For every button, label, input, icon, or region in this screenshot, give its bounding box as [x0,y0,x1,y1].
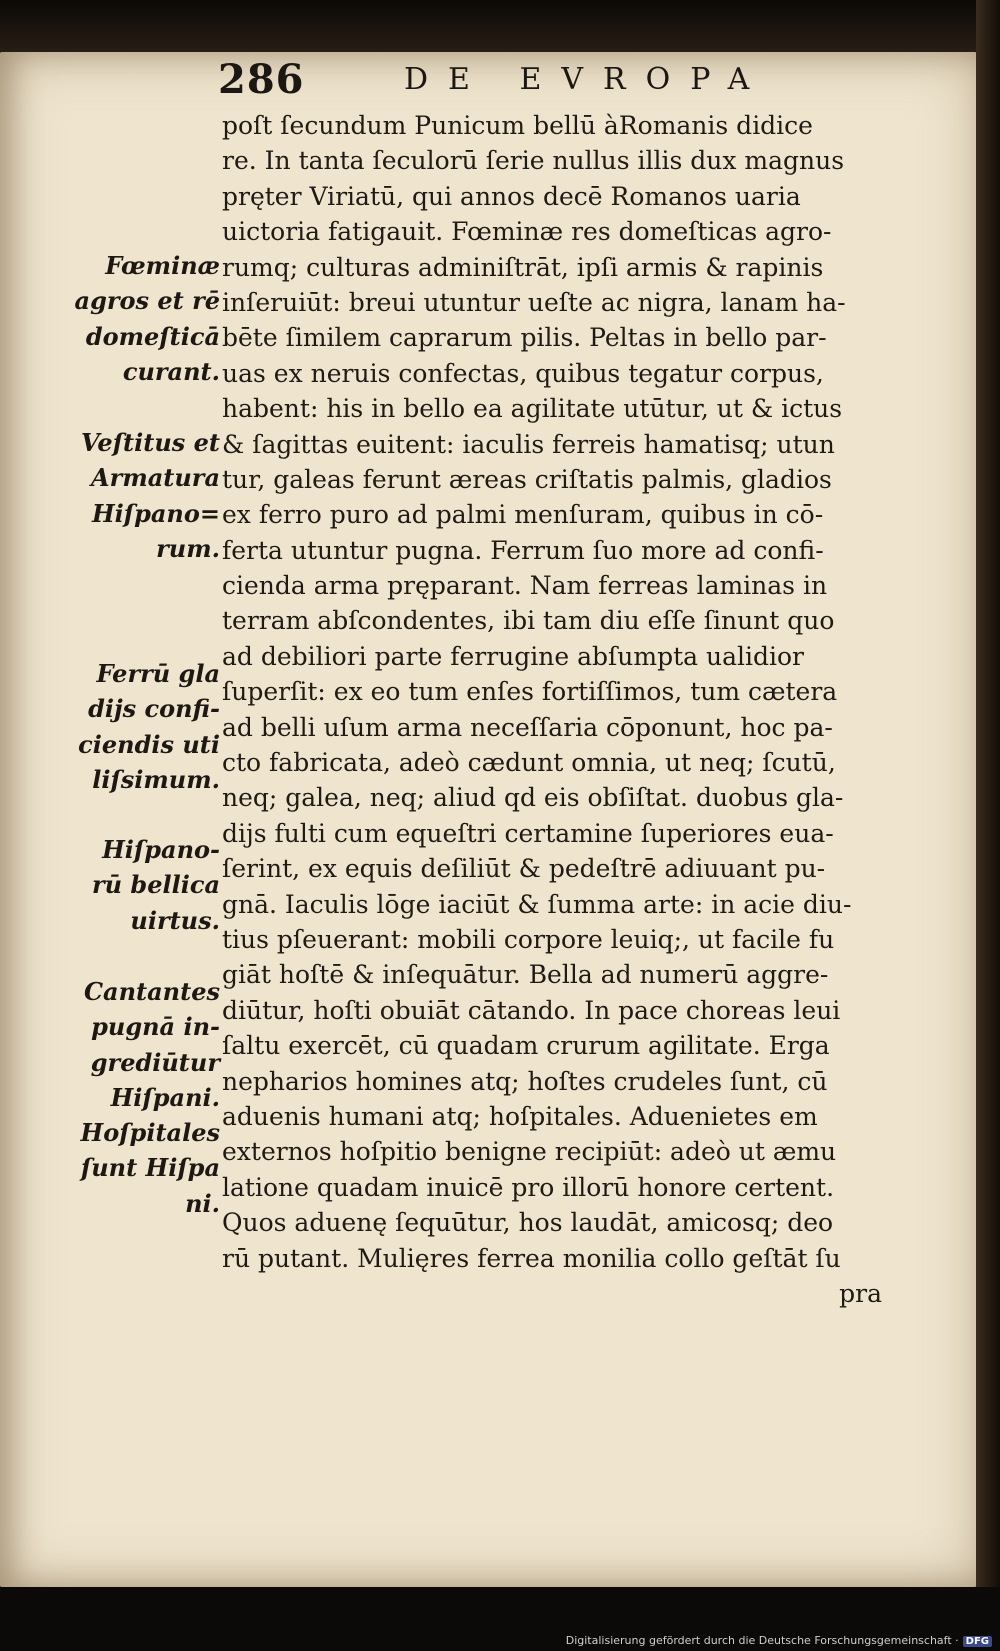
book-top-edge [0,0,1000,58]
credit-text: Digitalisierung gefördert durch die Deutsche Forschungsgemeinschaft · [565,1634,959,1647]
text-line: bēte ſimilem caprarum pilis. Peltas in bello par- [222,323,827,353]
marginal-note-line: grediūtur [90,1047,220,1077]
marginal-note-line: pugnā in- [91,1012,220,1042]
marginal-note-line: Hiſpano= [91,498,220,528]
marginal-note-line: rum. [156,534,220,564]
marginal-note-line: Veſtitus et [81,428,220,457]
text-line: uas ex neruis confectas, quibus tegatur corpus, [222,358,824,388]
text-line: re. In tanta ſeculorū ſerie nullus illis dux magnus [222,146,845,176]
text-line: tur, galeas ferunt æreas criſtatis palmis, gladios [222,464,832,494]
text-line: ex ferro puro ad palmi menſuram, quibus in cō- [222,500,824,530]
text-line: ſuperſit: ex eo tum enſes fortiſſimos, tum cætera [222,677,838,707]
text-line: dijs fulti cum equeſtri certamine ſuperiores eua- [222,818,834,848]
body-text [222,108,912,1311]
text-line: poſt ſecundum Punicum bellū àRomanis didice [222,111,813,140]
text-line: terram abſcondentes, ibi tam diu eſſe ſinunt quo [222,606,835,636]
marginal-note-line: agros et rē [74,286,220,316]
marginal-note [70,248,220,390]
marginal-note-line: Hoſpitales [80,1118,220,1147]
text-line: ad debiliori parte ferrugine abſumpta ualidior [222,641,804,671]
text-line: externos hoſpitio benigne recipiūt: adeò ut æmu [222,1137,837,1167]
marginal-note-line: Ferrū gla [96,659,220,688]
text-line: gnā. Iaculis lōge iaciūt & ſumma arte: in acie diu- [222,889,852,919]
text-line: & ſagittas euitent: iaculis ferreis hamatisq; utun [222,429,835,459]
text-line: inſeruiūt: breui utuntur ueſte ac nigra, lanam ha- [222,287,846,317]
page-number: 286 [218,56,305,103]
text-line: habent: his in bello ea agilitate utūtur, ut & ictus [222,394,843,424]
marginal-note-line: dijs confi- [88,694,220,724]
digitization-credit [566,1634,992,1647]
text-line: tius pſeuerant: mobili corpore leuiq;, ut facile fu [222,924,835,954]
text-line: giāt hoſtē & inſequātur. Bella ad numerū aggre- [222,960,829,990]
marginal-note-line: domeſticā [85,321,220,351]
text-line: diūtur, hoſti obuiāt cātando. In pace choreas leui [222,995,841,1025]
dfg-logo: DFG [963,1636,992,1647]
text-line: uictoria fatigauit. Fœminæ res domeſticas agro- [222,217,832,247]
text-line: pręter Viriatū, qui annos decē Romanos uaria [222,181,801,211]
marginal-note [70,656,220,798]
marginal-note-line: Armatura [91,463,220,493]
text-line: neq; galea, neq; aliud qd eis obſiſtat. duobus gla- [222,783,844,813]
text-line: ſerint, ex equis deſiliūt & pedeſtrē adiuuant pu- [222,854,826,884]
marginal-note-line: Hiſpano- [102,835,220,864]
text-line: rumq; culturas adminiſtrāt, ipſi armis & rapinis [222,252,824,282]
marginal-note-line: ſunt Hiſpa [80,1153,220,1183]
text-line: nepharios homines atq; hoſtes crudeles ſunt, cū [222,1066,828,1096]
marginal-note-line: curant. [122,357,220,387]
marginal-note-line: Cantantes [83,977,220,1006]
text-line: cienda arma pręparant. Nam ferreas laminas in [222,571,828,601]
text-line: latione quadam inuicē pro illorū honore certent. [222,1172,835,1202]
marginal-note-line: rū bellica [91,870,220,900]
text-line: rū putant. Mulięres ferrea monilia collo geſtāt ſu [222,1243,841,1273]
running-head: DE EVROPA [404,62,770,97]
marginal-note-line: liſsimum. [92,765,220,795]
marginal-note-line: ni. [185,1188,220,1218]
marginal-note-line: uirtus. [130,905,220,935]
marginal-note-line: Fœminæ [105,251,220,280]
text-line: cto fabricata, adeò cædunt omnia, ut neq; ſcutū, [222,748,836,778]
text-line: ſaltu exercēt, cū quadam crurum agilitate. Erga [222,1031,830,1061]
book-fore-edge [976,0,1000,1651]
text-line: pra [839,1278,882,1308]
text-line: ad belli uſum arma neceſſaria cōponunt, hoc pa- [222,712,833,742]
marginal-note [70,1115,220,1221]
text-line: Quos aduenę ſequūtur, hos laudāt, amicosq; deo [222,1208,834,1238]
page-header [218,56,798,103]
marginal-note-line: Hiſpani. [110,1083,220,1113]
marginal-note [70,425,220,567]
marginal-note [70,832,220,938]
marginal-note-line: ciendis uti [78,729,220,759]
text-line: ferta utuntur pugna. Ferrum ſuo more ad confi- [222,535,824,565]
text-line: aduenis humani atq; hoſpitales. Aduenietes em [222,1101,818,1131]
marginal-note [70,974,220,1116]
